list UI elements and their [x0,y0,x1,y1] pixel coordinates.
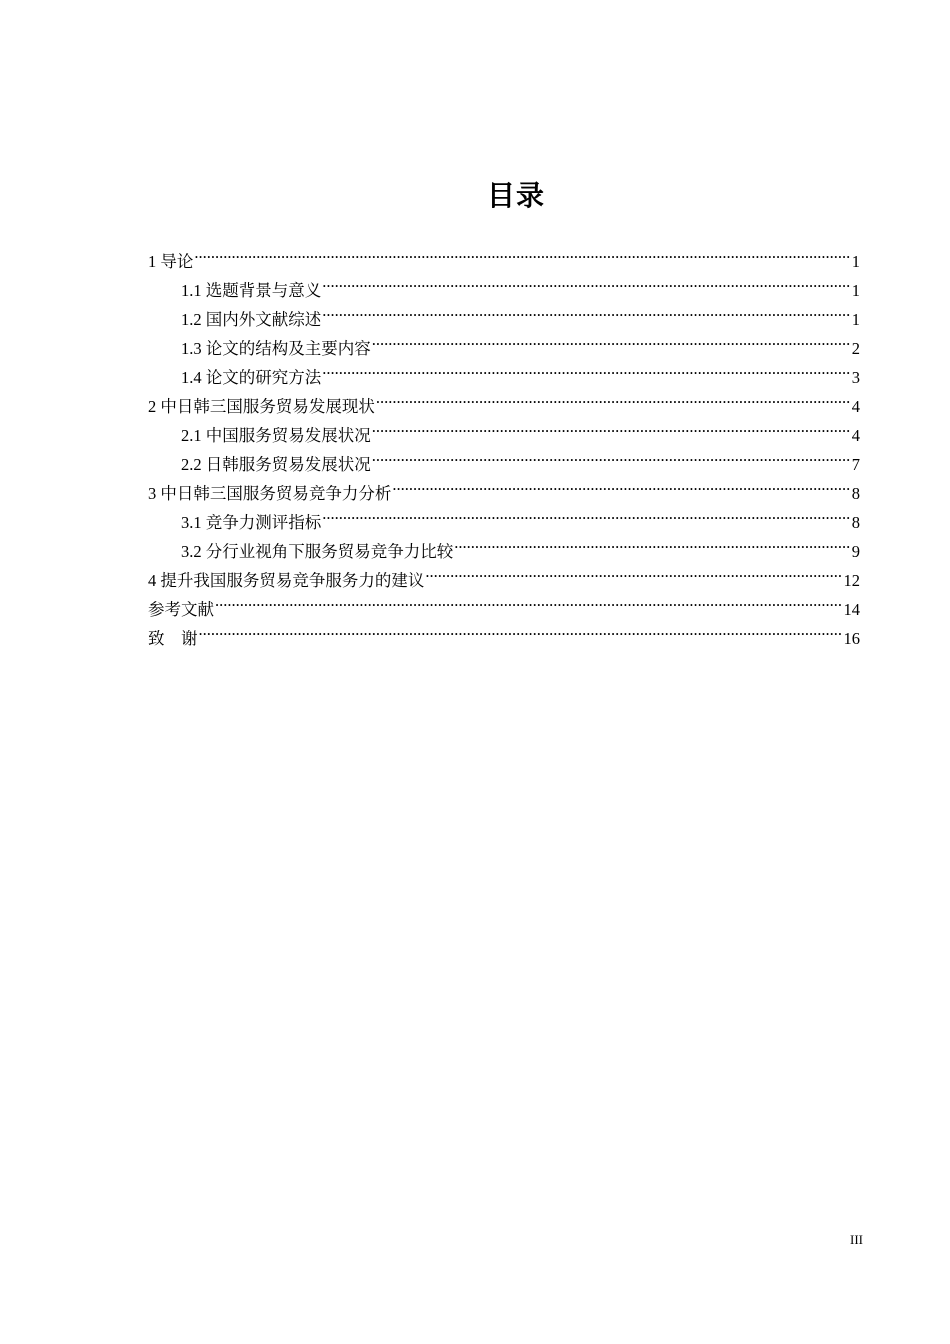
toc-entry-page: 1 [851,252,860,271]
toc-entry-page: 2 [851,339,860,358]
toc-entry-label: 2 中日韩三国服务贸易发展现状 [148,397,375,416]
toc-entry-label: 4 提升我国服务贸易竞争服务力的建议 [148,571,425,590]
toc-entry-page: 12 [843,571,860,590]
toc-entry-page: 16 [843,629,860,648]
toc-entry[interactable] [148,238,860,271]
toc-leader-dots [322,267,851,296]
toc-leader-dots [322,296,851,325]
toc-entry-label: 2.1 中国服务贸易发展状况 [181,426,371,445]
toc-leader-dots [454,528,851,557]
toc-leader-dots [215,586,843,615]
toc-leader-dots [194,238,850,267]
toc-entry-label: 参考文献 [148,600,214,619]
toc-leader-dots [322,499,851,528]
toc-entry-label: 3.1 竞争力测评指标 [181,513,322,532]
toc-entry-page: 1 [851,310,860,329]
toc-entry-page: 8 [851,484,860,503]
toc-entry-page: 4 [851,397,860,416]
toc-entry-label: 3.2 分行业视角下服务贸易竞争力比较 [181,542,454,561]
toc-entry[interactable] [148,586,860,619]
toc-leader-dots [322,354,851,383]
toc-leader-dots [372,325,851,354]
toc-entry-page: 9 [851,542,860,561]
table-of-contents [148,238,860,648]
toc-entry-label: 1.2 国内外文献综述 [181,310,322,329]
toc-entry-page: 4 [851,426,860,445]
toc-leader-dots [376,383,851,412]
toc-entry-label: 1.3 论文的结构及主要内容 [181,339,371,358]
toc-entry[interactable] [148,267,860,300]
toc-entry[interactable] [148,615,860,648]
toc-entry-label: 1.4 论文的研究方法 [181,368,322,387]
toc-entry-label: 1.1 选题背景与意义 [181,281,322,300]
toc-entry-page: 1 [851,281,860,300]
toc-leader-dots [372,441,851,470]
toc-leader-dots [392,470,850,499]
toc-leader-dots [199,615,843,644]
toc-entry-label: 致 谢 [148,629,198,648]
toc-entry-label: 3 中日韩三国服务贸易竞争力分析 [148,484,392,503]
toc-entry-label: 2.2 日韩服务贸易发展状况 [181,455,371,474]
page-number: III [850,1232,863,1247]
toc-entry-page: 7 [851,455,860,474]
toc-entry-page: 3 [851,368,860,387]
toc-entry-page: 14 [843,600,860,619]
page-title: 目录 [486,179,545,212]
toc-leader-dots [425,557,842,586]
toc-entry-page: 8 [851,513,860,532]
toc-entry-label: 1 导论 [148,252,194,271]
toc-leader-dots [372,412,851,441]
